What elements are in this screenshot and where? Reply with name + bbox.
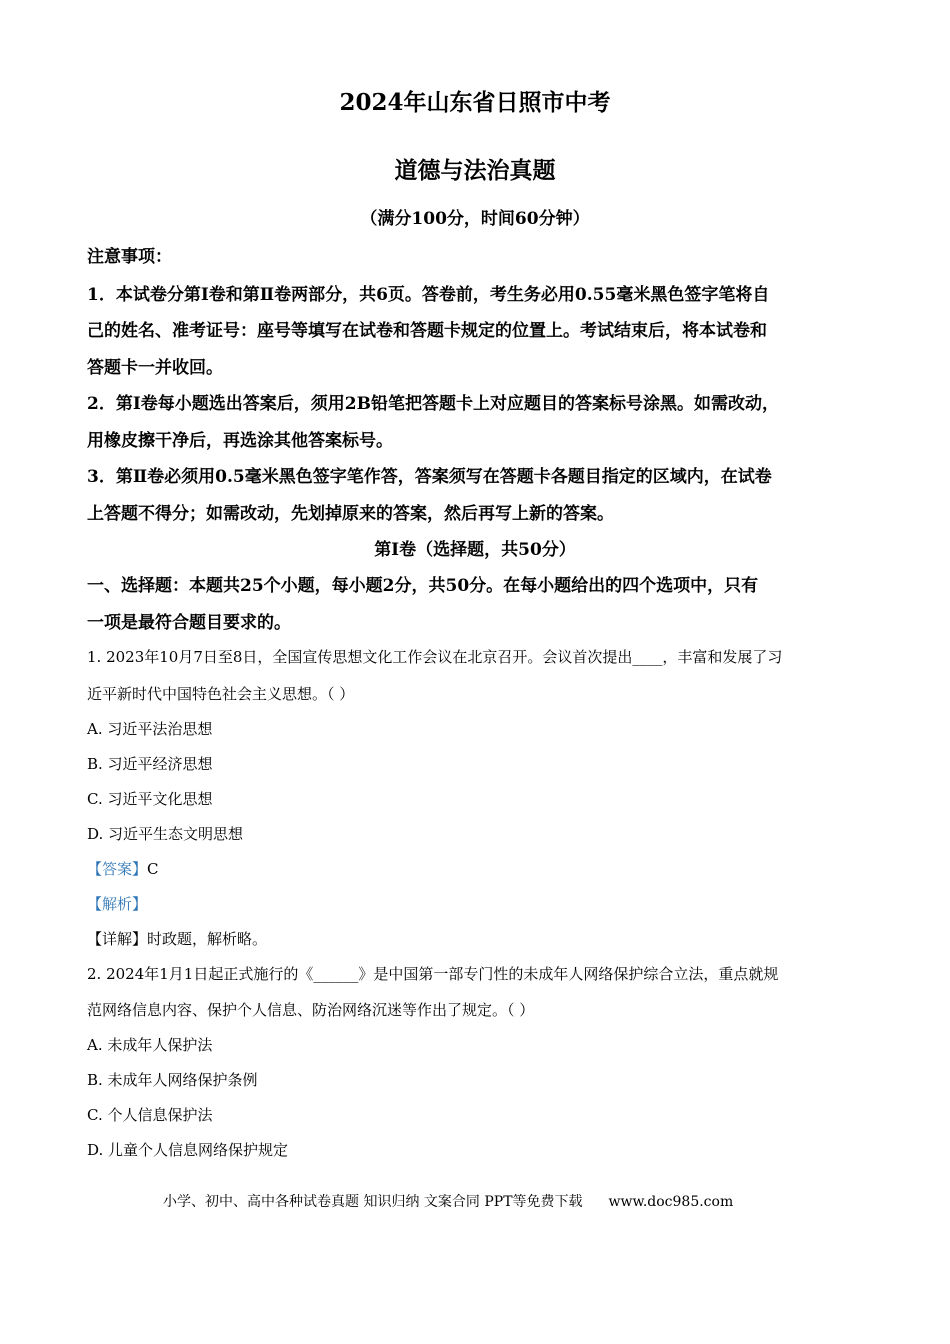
analysis-detail: 【详解】时政题，解析略。 xyxy=(87,930,268,948)
notice-line: 1．本试卷分第Ⅰ卷和第Ⅱ卷两部分，共6页。答卷前，考生务必用0.55毫米黑色签字笔将自 xyxy=(87,285,770,305)
footer-url[interactable]: www.doc985.com xyxy=(608,1194,734,1210)
question-stem: 近平新时代中国特色社会主义思想。（ ） xyxy=(87,685,355,703)
question-option: C. 个人信息保护法 xyxy=(87,1106,213,1124)
exam-subject-title: 道德与法治真题 xyxy=(394,157,556,184)
question-option: B. 习近平经济思想 xyxy=(87,755,213,773)
answer-label: 【答案】 xyxy=(87,860,148,878)
answer-row xyxy=(87,858,870,879)
question-option: A. 未成年人保护法 xyxy=(87,1036,213,1054)
question-stem: 2. 2024年1月1日起正式施行的《______》是中国第一部专门性的未成年人网络保护综合立法，重点就规 xyxy=(87,965,779,983)
notice-line: 己的姓名、准考证号：座号等填写在试卷和答题卡规定的位置上。考试结束后，将本试卷和 xyxy=(87,321,767,341)
question-option: B. 未成年人网络保护条例 xyxy=(87,1071,258,1089)
section-instruction: 一、选择题：本题共25个小题，每小题2分，共50分。在每小题给出的四个选项中，只有 xyxy=(87,576,759,596)
notice-line: 2．第Ⅰ卷每小题选出答案后，须用2B铅笔把答题卡上对应题目的答案标号涂黑。如需改动， xyxy=(87,394,779,414)
question-stem: 1. 2023年10月7日至8日，全国宣传思想文化工作会议在北京召开。会议首次提出____，丰富和发展了习 xyxy=(87,648,783,666)
exam-score-time: （满分100分，时间60分钟） xyxy=(360,209,590,229)
question-option: A. 习近平法治思想 xyxy=(87,720,213,738)
analysis-label: 【解析】 xyxy=(87,895,148,913)
notice-line: 答题卡一并收回。 xyxy=(87,358,223,378)
question-option: D. 习近平生态文明思想 xyxy=(87,825,244,843)
exam-title: 2024年山东省日照市中考 xyxy=(339,89,611,116)
question-option: D. 儿童个人信息网络保护规定 xyxy=(87,1141,289,1159)
answer-value: C xyxy=(147,860,159,878)
notice-line: 3．第Ⅱ卷必须用0.5毫米黑色签字笔作答，答案须写在答题卡各题目指定的区域内，在试卷 xyxy=(87,467,772,487)
question-option: C. 习近平文化思想 xyxy=(87,790,213,808)
footer-text: 小学、初中、高中各种试卷真题 知识归纳 文案合同 PPT等免费下载 xyxy=(163,1194,583,1210)
page-footer xyxy=(163,1191,733,1211)
notice-line: 上答题不得分；如需改动，先划掉原来的答案，然后再写上新的答案。 xyxy=(87,504,614,524)
notice-line: 用橡皮擦干净后，再选涂其他答案标号。 xyxy=(87,431,393,451)
notice-heading: 注意事项： xyxy=(87,247,172,267)
section-title: 第Ⅰ卷（选择题，共50分） xyxy=(374,540,576,560)
section-instruction: 一项是最符合题目要求的。 xyxy=(87,613,291,633)
question-stem: 范网络信息内容、保护个人信息、防治网络沉迷等作出了规定。（ ） xyxy=(87,1001,535,1019)
